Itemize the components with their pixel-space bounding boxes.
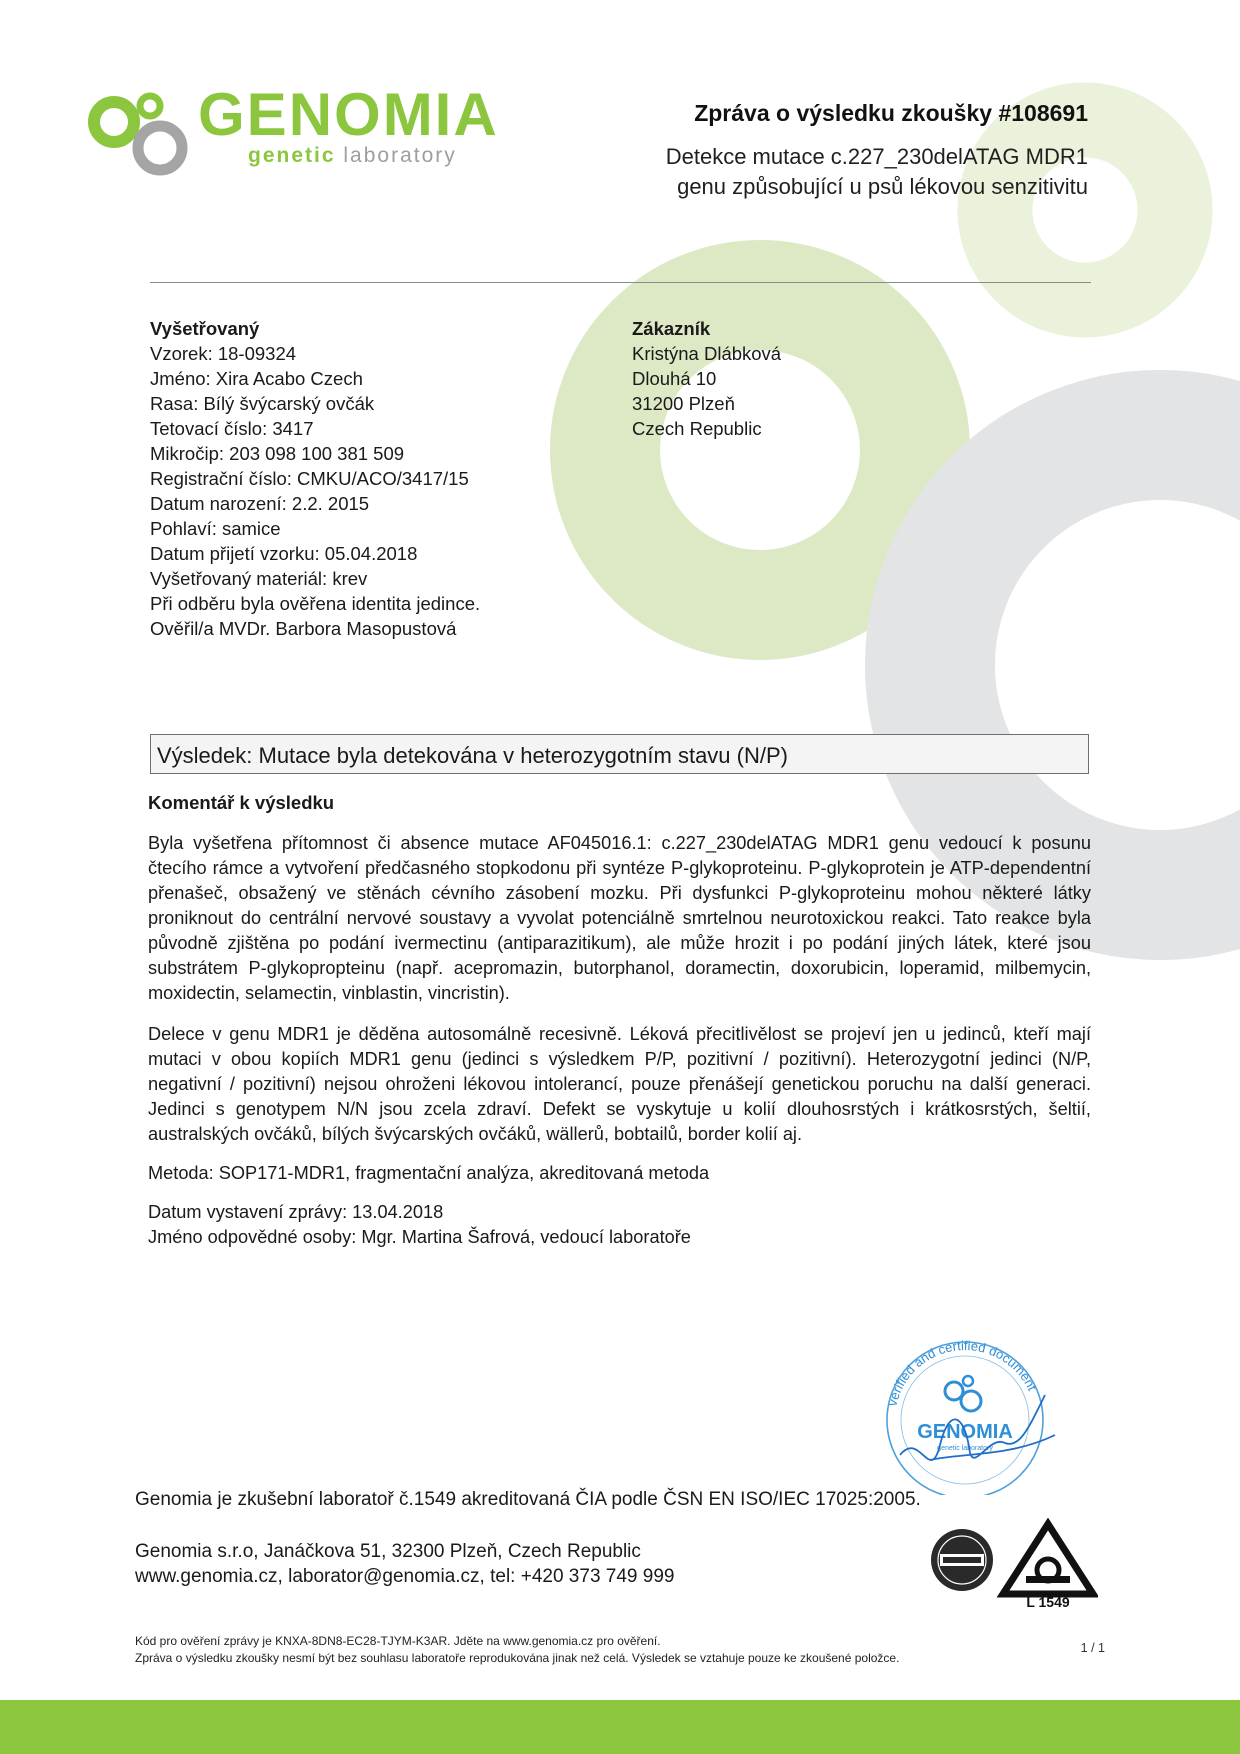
stamp-logo-icon xyxy=(945,1376,981,1411)
report-title: Zpráva o výsledku zkoušky #108691 xyxy=(694,100,1088,126)
patient-line: Rasa: Bílý švýcarský ovčák xyxy=(150,393,375,414)
logo-tagline-laboratory: laboratory xyxy=(343,144,457,167)
customer-line: Dlouhá 10 xyxy=(632,368,717,389)
customer-line: Kristýna Dlábková xyxy=(632,343,782,364)
cia-label: L 1549 xyxy=(1026,1594,1070,1608)
verification-note xyxy=(135,1633,899,1667)
reproduction-note: Zpráva o výsledku zkoušky nesmí být bez souhlasu laboratoře reprodukována jinak než celá. Výsledek se vztahuje pouze ke zkoušené položce. xyxy=(135,1651,900,1665)
report-subtitle xyxy=(528,142,1088,202)
page-number: 1 / 1 xyxy=(1080,1641,1105,1655)
accreditation-note: Genomia je zkušební laboratoř č.1549 akreditovaná ČIA podle ČSN EN ISO/IEC 17025:2005. xyxy=(135,1489,921,1510)
report-subtitle-line1: Detekce mutace c.227_230delATAG MDR1 xyxy=(665,144,1088,169)
result-text: Výsledek: Mutace byla detekována v heterozygotním stavu (N/P) xyxy=(157,743,788,768)
customer-line: Czech Republic xyxy=(632,418,762,439)
comment-heading: Komentář k výsledku xyxy=(148,792,335,813)
result-box xyxy=(150,734,1089,774)
patient-line: Datum narození: 2.2. 2015 xyxy=(150,493,370,514)
stamp-ring-text: verified and certified document xyxy=(884,1337,1040,1408)
accreditation-logos xyxy=(928,1518,1098,1608)
logo-wordmark: GENOMIA xyxy=(198,81,499,148)
customer-info xyxy=(632,316,932,441)
header-divider xyxy=(150,282,1091,283)
stamp-brand: GENOMIA xyxy=(917,1421,1013,1443)
stamp-sub: genetic laboratory xyxy=(937,1445,993,1452)
patient-heading: Vyšetřovaný xyxy=(150,318,260,339)
patient-line: Vyšetřovaný materiál: krev xyxy=(150,568,368,589)
patient-line: Při odběru byla ověřena identita jedince. xyxy=(150,593,481,614)
company-address xyxy=(135,1539,674,1589)
patient-line: Mikročip: 203 098 100 381 509 xyxy=(150,443,405,464)
footer-green-bar xyxy=(0,1700,1240,1754)
issue-info xyxy=(148,1200,1091,1250)
logo-circles-icon xyxy=(88,88,198,188)
customer-line: 31200 Plzeň xyxy=(632,393,735,414)
company-line1: Genomia s.r.o, Janáčkova 51, 32300 Plzeň, Czech Republic xyxy=(135,1541,641,1562)
patient-line: Vzorek: 18-09324 xyxy=(150,343,297,364)
comment-paragraph-1: Byla vyšetřena přítomnost či absence mutace AF045016.1: c.227_230delATAG MDR1 genu vedoucí k posunu čtecího rámce a vytvoření předčasného stopkodonu při syntéze P-glykoproteinu. P-glykoprotein je ATP-dependentní přenašeč, obsažený ve stěnách cévního zásobení mozku. Při dysfunkci P-glykoproteinu mohou některé látky proniknout do centrální nervové soustavy a vyvolat potenciálně smrtelnou neurotoxickou reakci. Tato reakce byla původně zjištěna po podání ivermectinu (antiparazitikum), ale může hrozit i po podání jiných látek, které jsou substrátem P-glykopropteinu (např. acepromazin, butorphanol, doramectin, doxorubicin, loperamid, milbemycin, moxidectin, selamectin, vinblastin, vincristin). xyxy=(148,833,1091,1003)
logo-tagline-genetic: genetic xyxy=(248,144,336,167)
logo-tagline xyxy=(248,144,457,168)
company-line2: www.genomia.cz, laborator@genomia.cz, tel: +420 373 749 999 xyxy=(135,1566,675,1587)
patient-line: Jméno: Xira Acabo Czech xyxy=(150,368,363,389)
patient-line: Pohlaví: samice xyxy=(150,518,281,539)
iso-seal-icon xyxy=(931,1529,993,1591)
verification-code-line: Kód pro ověření zprávy je KNXA-8DN8-EC28-TJYM-K3AR. Jděte na www.genomia.cz pro ověření. xyxy=(135,1634,661,1648)
patient-line: Tetovací číslo: 3417 xyxy=(150,418,314,439)
patient-line: Datum přijetí vzorku: 05.04.2018 xyxy=(150,543,418,564)
genomia-logo xyxy=(88,81,528,188)
customer-heading: Zákazník xyxy=(632,318,711,339)
certification-stamp xyxy=(870,1335,1070,1495)
method-line: Metoda: SOP171-MDR1, fragmentační analýza, akreditovaná metoda xyxy=(148,1163,710,1183)
patient-info xyxy=(150,316,620,641)
patient-line: Registrační číslo: CMKU/ACO/3417/15 xyxy=(150,468,469,489)
cia-accreditation-icon xyxy=(1003,1524,1093,1594)
report-subtitle-line2: genu způsobující u psů lékovou senzitivitu xyxy=(677,174,1088,199)
comment-paragraph-2: Delece v genu MDR1 je děděna autosomálně recesivně. Léková přecitlivělost se projeví jen u jedinců, kteří mají mutaci v obou kopiích MDR1 genu (jedinci s výsledkem P/P, pozitivní / pozitivní). Heterozygotní jedinci (N/P, negativní / pozitivní) nejsou ohroženi lékovou intolerancí, pouze přenášejí genetickou poruchu na další generaci. Jedinci s genotypem N/N jsou zcela zdraví. Defekt se vyskytuje u kolií dlouhosrstých i krátkosrstých, šeltií, australských ovčáků, bílých švýcarských ovčáků, wällerů, bobtailů, border kolií aj. xyxy=(148,1024,1091,1144)
responsible-person: Jméno odpovědné osoby: Mgr. Martina Šafrová, vedoucí laboratoře xyxy=(148,1227,691,1247)
patient-line: Ověřil/a MVDr. Barbora Masopustová xyxy=(150,618,457,639)
issue-date: Datum vystavení zprávy: 13.04.2018 xyxy=(148,1202,444,1222)
